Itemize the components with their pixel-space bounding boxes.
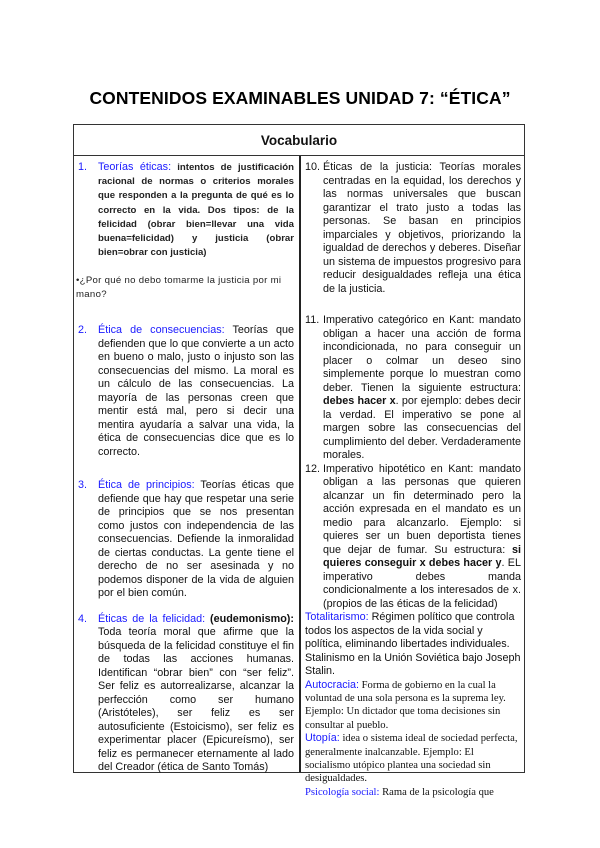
vocab-item-4 bbox=[78, 613, 294, 775]
item-structure: si quieres conseguir x debes hacer y bbox=[323, 543, 521, 569]
vocab-item-2 bbox=[78, 324, 294, 459]
term-definition: Rama de la psicología que bbox=[379, 786, 494, 798]
column-divider bbox=[299, 156, 301, 772]
item-definition: intentos de justificación racional de normas o criterios morales que responden a la pregunta de qué es lo correcto en la vida. Dos tipos: de la felicidad (obrar bien=llevar una vida buena=felicidad) y justicia (obrar bien=obrar con justicia) bbox=[98, 162, 294, 259]
term-psicologia-social bbox=[305, 786, 521, 799]
item-number: 11. bbox=[305, 314, 320, 326]
vocab-item-1 bbox=[78, 161, 294, 260]
term-label: Utopía: bbox=[305, 732, 340, 745]
term-label: Totalitarismo: bbox=[305, 611, 369, 623]
term-label: Psicología social: bbox=[305, 786, 380, 798]
item-definition: Éticas de la justicia: Teorías morales centradas en la equidad, los derechos y las normas universales que buscan garantizar el trato justo a todas las personas. Se basan en principios imparciales y objetivos, priorizando la igualdad de derechos y deberes. Diseñar un sistema de impuestos progresivo para reducir desigualdades refleja una ética de la justicia. bbox=[323, 161, 521, 295]
vocab-item-12 bbox=[305, 463, 521, 612]
term-utopia bbox=[305, 732, 521, 786]
item-term: Éticas de la felicidad: bbox=[98, 612, 206, 625]
term-label: Autocracia: bbox=[305, 678, 360, 691]
item-term-bold: (eudemonismo): bbox=[205, 612, 294, 625]
item-definition: Toda teoría moral que afirme que la búsqueda de la felicidad constituye el fin de todas las acciones humanas. Identifican “obrar bien” con “ser feliz”. Ser feliz es autorrealizarse, alcanzar la perfección como ser humano (Aristóteles), ser feliz es ser autosuficiente (Estoicismo), ser feliz es experimentar placer (Epicureísmo), ser feliz es permanecer eternamente al lado del Creador (ética de Santo Tomás) bbox=[98, 626, 294, 774]
term-definition: Forma de gobierno en la cual la voluntad de una sola persona es la suprema ley. Ejemplo: Un dictador que toma decisiones sin consultar al pueblo. bbox=[305, 679, 506, 731]
term-definition: idea o sistema ideal de sociedad perfecta, generalmente inalcanzable. Ejemplo: El socialismo utópico plantea una sociedad sin desigualdades. bbox=[305, 733, 518, 785]
vocab-item-3 bbox=[78, 479, 294, 601]
item-text: Imperativo hipotético en Kant: mandato obligan a las personas que quieren alcanzar un fin determinado pero la acción expresada en el mandato es un medio para alcanzarlo. Ejemplo: si quieres ser un buen deportista tienes que dejar de fumar. Su estructura: bbox=[323, 462, 521, 556]
item-term: Teorías éticas: bbox=[98, 161, 172, 173]
item-number: 4. bbox=[78, 612, 88, 625]
question-text: •¿Por qué no debo tomarme la justicia por mi mano? bbox=[76, 275, 282, 301]
item-term: Ética de principios: bbox=[98, 479, 195, 492]
item-text-after: . EL imperativo debes manda condicionalmente a los interesados de x. (propios de las éticas de la felicidad) bbox=[323, 557, 521, 610]
term-autocracia bbox=[305, 679, 521, 733]
table-header: Vocabulario bbox=[74, 125, 524, 156]
vocab-item-11 bbox=[305, 314, 521, 463]
term-totalitarismo bbox=[305, 611, 521, 679]
item-number: 1. bbox=[78, 161, 88, 173]
left-column bbox=[78, 161, 294, 775]
vocabulary-table bbox=[73, 124, 525, 798]
page-title: CONTENIDOS EXAMINABLES UNIDAD 7: “ÉTICA” bbox=[89, 88, 511, 108]
right-column bbox=[305, 161, 521, 799]
item-text-after: . por ejemplo: debes decir la verdad. El imperativo se pone al margen sobre las consecuencias del cumplimiento del deber. Verdaderamente morales. bbox=[323, 395, 521, 461]
vocab-item-10 bbox=[305, 161, 521, 296]
item-number: 3. bbox=[78, 479, 88, 492]
term-definition: Régimen político que controla todos los aspectos de la vida social y política, eliminando libertades individuales. Stalinismo en la Unión Soviética bajo Joseph Stalin. bbox=[305, 611, 521, 677]
item-number: 2. bbox=[78, 324, 88, 337]
item-text: Imperativo categórico en Kant: mandato obligan a hacer una acción de forma incondicionada, no para conseguir un placer o colmar un deseo sino simplemente porque lo muestran como deber. Tienen la siguiente estructura: bbox=[323, 314, 521, 394]
item-structure: debes hacer x bbox=[323, 395, 396, 407]
item-number: 12. bbox=[305, 462, 321, 475]
item-definition: Teorías éticas que defiende que hay que respetar una serie de principios que se nos presentan como justos con independencia de las consecuencias. Defiende la inmoralidad de ciertas conductas. La gente tiene el derecho de no ser asesinada y no podemos disponer de la vida de alguien por el bien común. bbox=[98, 479, 295, 600]
item-term: Ética de consecuencias: bbox=[98, 324, 225, 337]
item-definition: Teorías que defienden que lo que convierte a un acto en bueno o malo, justo o injusto son las consecuencias del mismo. La moral es un cálculo de las consecuencias. La mayoría de las personas creen que mentir está mal, pero si decir una mentira ayudaría a salvar una vida, la ética de consecuencias dice que es lo correcto. bbox=[98, 324, 294, 458]
item-number: 10. bbox=[305, 161, 321, 173]
